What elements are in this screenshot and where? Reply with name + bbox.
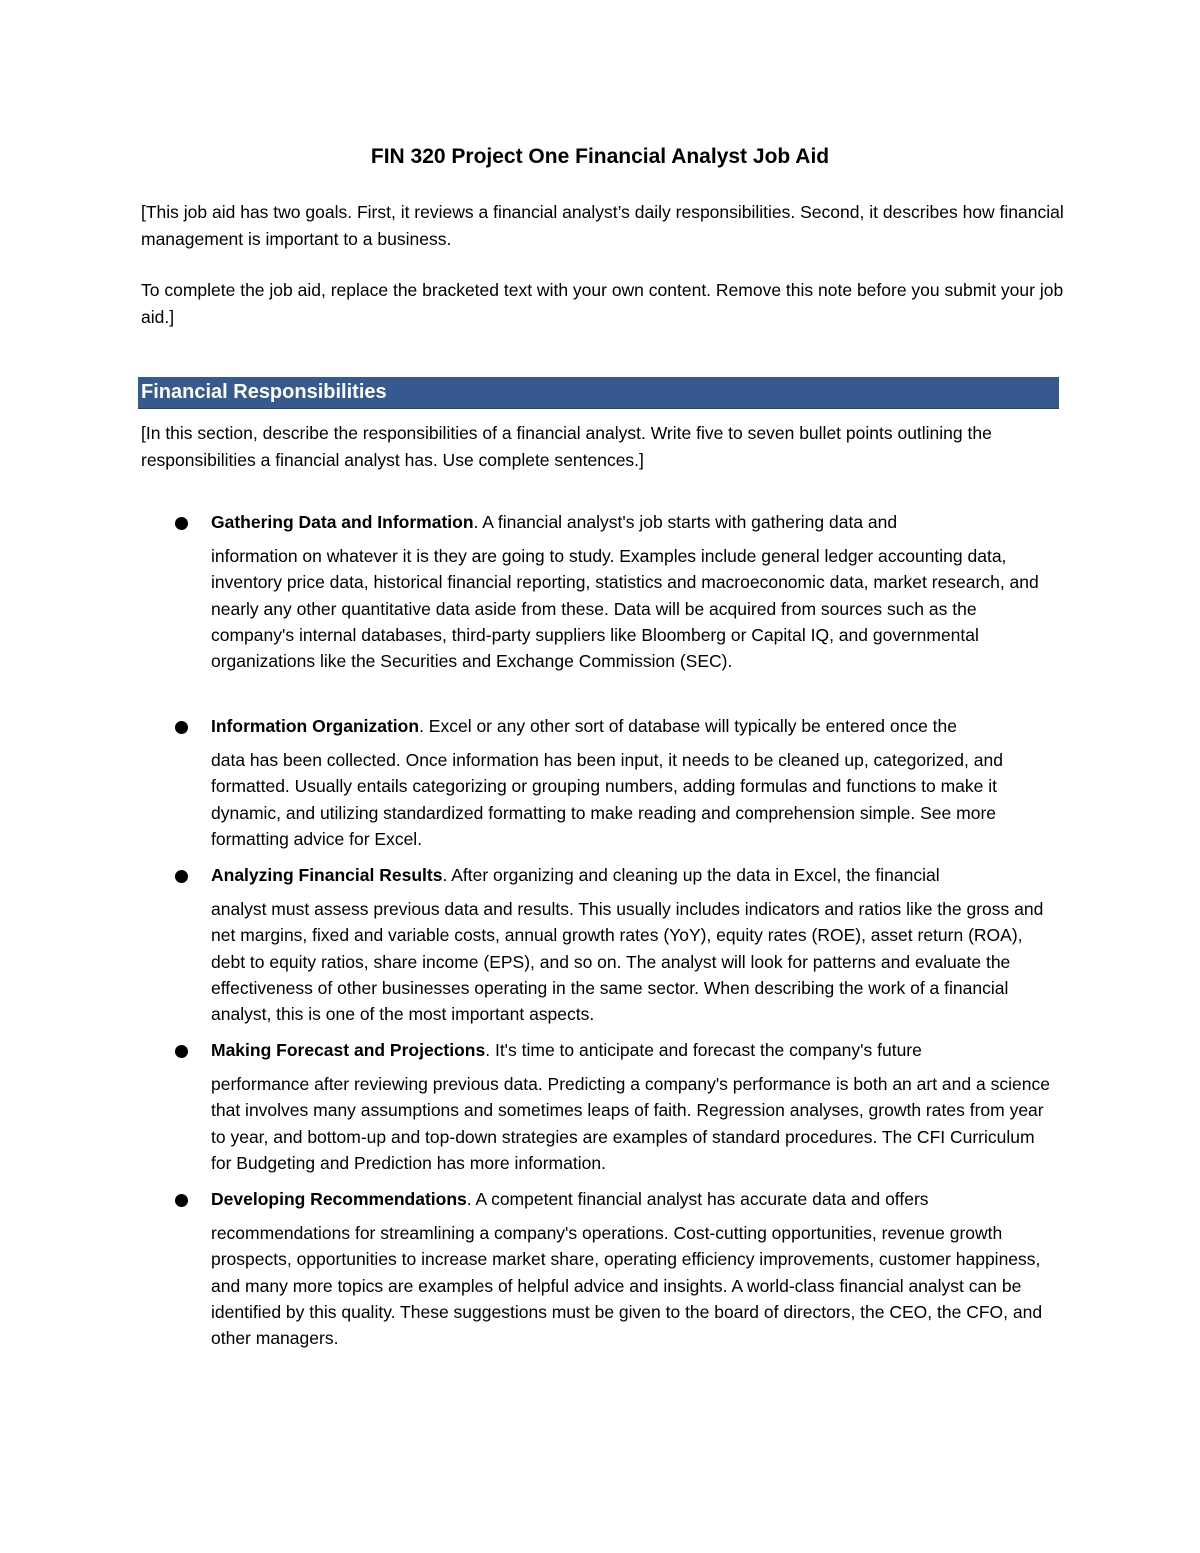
list-item — [211, 862, 1059, 1027]
list-item — [211, 1037, 1059, 1176]
bullet-heading: Analyzing Financial Results — [211, 865, 443, 885]
list-item — [211, 713, 1059, 852]
bullet-lead-text: . It's time to anticipate and forecast the company's future — [485, 1040, 922, 1060]
bullet-first-line — [211, 509, 1059, 543]
bullet-lead-text: . After organizing and cleaning up the data in Excel, the financial — [442, 865, 940, 885]
bullet-first-line — [211, 1037, 1059, 1071]
bullet-first-line — [211, 713, 1059, 747]
bullet-heading: Developing Recommendations — [211, 1189, 467, 1209]
document-title: FIN 320 Project One Financial Analyst Job Aid — [370, 145, 830, 168]
bullet-icon — [175, 1045, 188, 1058]
bullet-lead-text: . A financial analyst's job starts with gathering data and — [473, 512, 898, 532]
bullet-lead-text: . Excel or any other sort of database will typically be entered once the — [419, 716, 957, 736]
bullet-icon — [175, 721, 188, 734]
bullet-icon — [175, 1194, 188, 1207]
bullet-body-text: performance after reviewing previous data. Predicting a company's performance is both an art and a science that involves many assumptions and sometimes leaps of faith. Regression analyses, growth rates from year to year, and bottom-up and top-down strategies are examples of standard procedures. The CFI Curriculum for Budgeting and Prediction has more information. — [211, 1074, 1050, 1173]
bullet-icon — [175, 870, 188, 883]
bullet-lead-text: . A competent financial analyst has accurate data and offers — [466, 1189, 929, 1209]
section-heading-bar — [138, 377, 1059, 409]
bullet-body-text: analyst must assess previous data and results. This usually includes indicators and ratios like the gross and net margins, fixed and variable costs, annual growth rates (YoY), equity rates (ROE), asset return (ROA), debt to equity ratios, share income (EPS), and so on. The analyst will look for patterns and evaluate the effectiveness of other businesses operating in the same sector. When describing the work of a financial analyst, this is one of the most important aspects. — [211, 899, 1044, 1025]
bullet-first-line — [211, 1186, 1059, 1220]
bullet-heading: Information Organization — [211, 716, 420, 736]
bullet-heading: Making Forecast and Projections — [211, 1040, 486, 1060]
bullet-first-line — [211, 862, 1059, 896]
bullet-body-text: information on whatever it is they are going to study. Examples include general ledger accounting data, inventory price data, historical financial reporting, statistics and macroeconomic data, market research, and nearly any other quantitative data aside from these. Data will be acquired from sources such as the company's internal databases, third-party suppliers like Bloomberg or Capital IQ, and governmental organizations like the Securities and Exchange Commission (SEC). — [211, 546, 1039, 672]
section-intro-paragraph: [In this section, describe the responsibilities of a financial analyst. Write five to seven bullet points outlining the responsibilities a financial analyst has. Use complete sentences.] — [141, 423, 992, 470]
list-item — [211, 509, 1059, 674]
list-item — [211, 1186, 1059, 1351]
bullet-heading: Gathering Data and Information — [211, 512, 474, 532]
bullet-body-text: data has been collected. Once information has been input, it needs to be cleaned up, categorized, and formatted. Usually entails categorizing or grouping numbers, adding formulas and functions to make it dynamic, and utilizing standardized formatting to make reading and comprehension simple. See more formatting advice for Excel. — [211, 750, 1003, 849]
intro-paragraph-instructions: To complete the job aid, replace the bracketed text with your own content. Remove this note before you submit your job aid.] — [141, 280, 1064, 327]
section-heading: Financial Responsibilities — [141, 381, 387, 403]
bullet-icon — [175, 517, 188, 530]
bullet-body-text: recommendations for streamlining a company's operations. Cost-cutting opportunities, revenue growth prospects, opportunities to increase market share, operating efficiency improvements, customer happiness, and many more topics are examples of helpful advice and insights. A world-class financial analyst can be identified by this quality. These suggestions must be given to the board of directors, the CEO, the CFO, and other managers. — [211, 1223, 1043, 1349]
intro-paragraph-goals: [This job aid has two goals. First, it reviews a financial analyst’s daily responsibilities. Second, it describes how financial management is important to a business. — [141, 202, 1064, 249]
